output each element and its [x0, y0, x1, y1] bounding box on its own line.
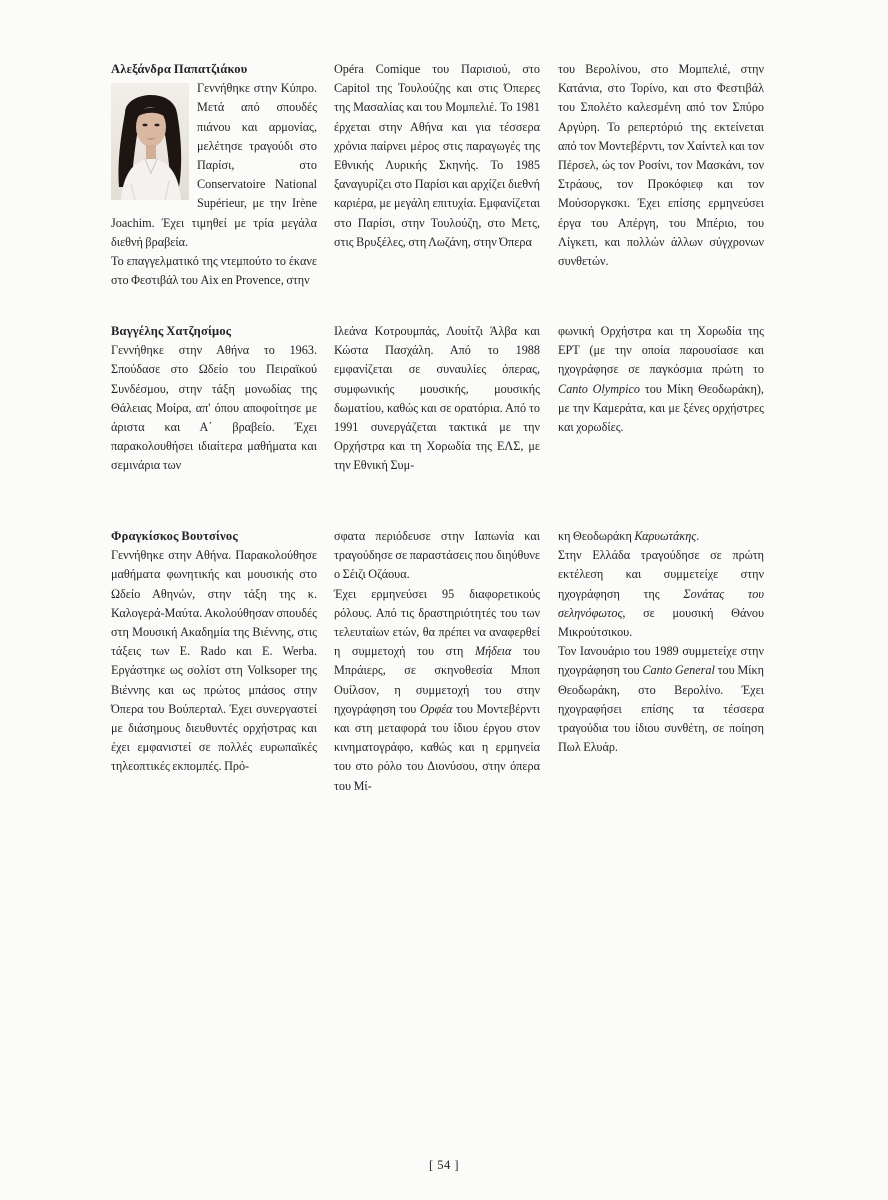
work-title: Canto General	[642, 663, 715, 678]
work-title: Καρυωτάκης	[634, 529, 697, 543]
biography-text: Ιλεάνα Κοτρουμπάς, Λουίτζι Άλβα και Κώστα Πασχάλη. Από το 1988 εμφανίζεται σε συναυλίες όπερας, συμφωνικής μουσικής, μουσικής δωματίου, καθώς και σε ορατόρια. Από το 1991 συνεργάζεται τακτικά με την Ορχήστρα και τη Χορωδία της ΕΛΣ, με την Εθνική Συμ-	[334, 324, 540, 473]
text-run: κη Θεοδωράκη	[558, 529, 635, 543]
text-run: Στην Ελλάδα τραγούδησε σε πρώτη εκτέλεση και συμμετείχε στην ηχογράφηση της	[558, 548, 764, 601]
biography-text: Opéra Comique του Παρισιού, στο Capitol της Τουλούζης και στις Όπερες της Μασαλίας και του Μομπελιέ. Το 1981 έρχεται στην Αθήνα και για τέσσερα χρόνια παίρνει μέρος στις παραγωγές της Εθνικής Λυρικής Σκηνής. Το 1985 ξαναγυρίζει στο Παρίσι και αρχίζει διεθνή καριέρα, με μεγάλη επιτυχία. Εμφανίζεται στο Παρίσι, στην Τουλούζη, στο Μετς, στις Βρυξέλες, στη Λωζάνη, στην Όπερα	[334, 62, 540, 249]
biography-text	[558, 546, 764, 642]
biography-text: του Βερολίνου, στο Μομπελιέ, στην Κατάνια, στο Τορίνο, και στο Φεστιβάλ του Σπολέτο καλεσμένη από τον Σπύρο Αργύρη. Το ρεπερτόριό της εκτείνεται από τον Μοντεβέρντι, τον Χαίντελ και τον Πέρσελ, ώς τον Ροσίνι, τον Μασκάνι, τον Στράους, τον Προκόφιεφ και τον Μούσοργκσκι. Έχει επίσης ερμηνεύσει έργα του Απέργη, του Μπέριο, του Λίγκετι, και πολλών άλλων σύγχρονων συνθετών.	[558, 62, 764, 269]
work-title: Canto Olympico	[558, 381, 640, 396]
work-title: Σονάτας του σεληνόφωτος	[558, 586, 764, 620]
text-run: του Μίκη Θεοδωράκη, στο Βερολίνο. Έχει ηχογραφήσει επίσης τα τέσσερα τραγούδια του ίδιου συνθέτη, σε ποίηση Πωλ Ελυάρ.	[558, 663, 765, 755]
biography-text	[558, 527, 764, 546]
column-3	[558, 322, 764, 437]
column-1	[111, 322, 317, 476]
text-run: Έχει ερμηνεύσει 95 διαφορετικούς ρόλους. Από τις δραστηριότητές του των τελευταίων ετών, θα πρέπει να αναφερθεί η συμμετοχή του στη	[334, 586, 540, 659]
text-run: Τον Ιανουάριο του 1989 συμμετείχε στην ηχογράφηση του	[558, 644, 764, 678]
column-3	[558, 60, 764, 271]
text-run: του Μοντεβέρντι και στη μεταφορά του ίδιου έργου στον κινηματογράφο, καθώς και η ερμηνεία του στο ρόλο του Διονύσου, στην όπερα του Μί-	[334, 701, 540, 793]
work-title: Ορφέα	[419, 701, 453, 716]
biography-text	[558, 642, 764, 757]
work-title: Μήδεια	[474, 644, 512, 659]
text-run: .	[696, 529, 700, 543]
biography-text: Γεννήθηκε στην Αθήνα το 1963. Σπούδασε στο Ωδείο του Πειραϊκού Συνδέσμου, στην τάξη μονωδίας της Θάλειας Μοίρα, απ' όπου αποφοίτησε με άριστα και Α΄ βραβείο. Έχει παρακολουθήσει ιδιαίτερα μαθήματα και σεμινάρια των	[111, 343, 317, 473]
text-run: φωνική Ορχήστρα και τη Χορωδία της ΕΡΤ (με την οποία παρουσίασε και ηχογράφησε σε παγκόσμια πρώτη το	[558, 324, 764, 377]
biography-text: Γεννήθηκε στην Κύπρο. Μετά από σπουδές πιάνου και αρμονίας, μελέτησε τραγούδι στο Παρίσι, στο Conservatoire National Supérieur, με την Irène Joachim. Έχει τιμηθεί με τρία μεγάλα διεθνή βραβεία.	[111, 81, 317, 249]
text-run: , σε μουσική Θάνου Μικρούτσικου.	[558, 605, 764, 640]
portrait-photo-graphic	[111, 83, 189, 200]
column-2	[334, 322, 540, 476]
column-3	[558, 527, 764, 757]
biography-text	[558, 322, 764, 437]
column-2	[334, 527, 540, 796]
page-number: [ 54 ]	[428, 1158, 460, 1172]
portrait-photo	[111, 83, 189, 200]
biography-text: σφατα περιόδευσε στην Ιαπωνία και τραγούδησε σε παραστάσεις που διηύθυνε ο Σέιζι Οζάουα.	[334, 529, 540, 582]
text-run: του Μπράιερς, σε σκηνοθεσία Μποπ Ουίλσον, η συμμετοχή του στην ηχογράφηση του	[334, 644, 540, 716]
person-name: Αλεξάνδρα Παπατζιάκου	[111, 62, 248, 76]
column-2	[334, 60, 540, 252]
biography-text: Το επαγγελματικό της ντεμπούτο το έκανε στο Φεστιβάλ του Aix en Provence, στην	[111, 254, 317, 288]
column-1	[111, 527, 317, 777]
text-run: του Μίκη Θεοδωράκη), με την Καμεράτα, και με ξένες ορχήστρες και χορωδίες.	[558, 381, 764, 435]
person-name: Φραγκίσκος Βουτσίνος	[111, 529, 238, 543]
biography-text: Γεννήθηκε στην Αθήνα. Παρακολούθησε μαθήματα φωνητικής και μουσικής στο Ωδείο Αθηνών, στην τάξη της κ. Καλογερά-Μαύτα. Ακολούθησαν σπουδές στη Μουσική Ακαδημία της Βιέννης, στις τάξεις των E. Rado και E. Werba. Εργάστηκε ως σολίστ στη Volksoper της Βιέννης και ως πρώτος μπάσος στην Όπερα του Βούπερταλ. Έχει συνεργαστεί με διάσημους διευθυντές ορχήστρας και έχει εμφανιστεί σε πολλές ευρωπαϊκές τηλεοπτικές εκπομπές. Πρό-	[111, 548, 317, 774]
person-name: Βαγγέλης Χατζησίμος	[111, 324, 232, 338]
column-1	[111, 60, 317, 290]
biography-text	[334, 585, 540, 796]
